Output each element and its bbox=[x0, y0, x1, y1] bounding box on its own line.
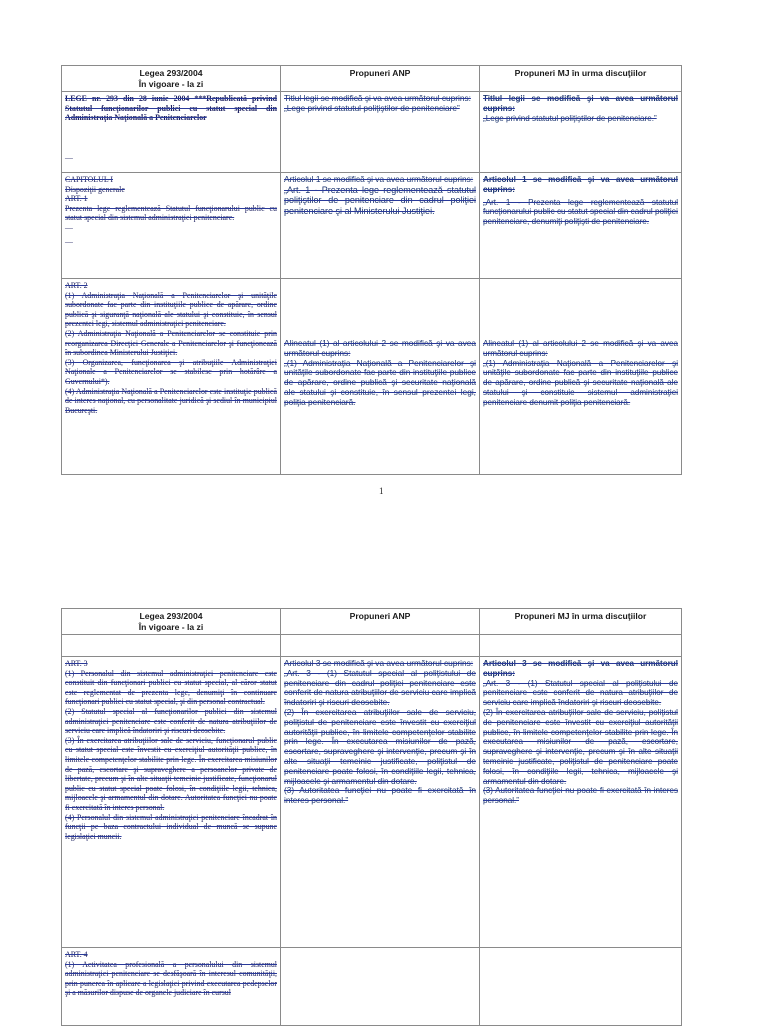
column-header-mj: Propuneri MJ în urma discuţiilor bbox=[480, 609, 682, 635]
mj-paragraph: (2) În exercitarea atribuţiilor sale de serviciu, poliţistul de penitenciare este învestit cu exerciţiul autorităţii publice, în limitele competenţelor stabilite prin lege. În executarea misiunilor de pază, escortare, supraveghere şi intervenţie, precum şi în alte situaţii temeinic justificate, poliţistul de penitenciare poate folosi, în condiţiile legii, tehnica, mijloacele şi armamentul din dotare. bbox=[483, 707, 678, 786]
law-article-number: ART. 1 bbox=[65, 194, 88, 204]
anp-text: „(1) Administraţia Naţională a Penitenciarelor şi unităţile subordonate fac parte din instituţiile publice de apărare, ordine publică şi securitate naţională ale statului şi constituie, în sensul prezentei legi, poliţia penitenciară. bbox=[284, 357, 476, 407]
cell-law bbox=[62, 635, 281, 657]
cell-mj bbox=[480, 948, 682, 1026]
law-article-number: ART. 4 bbox=[65, 950, 88, 959]
column-header-anp: Propuneri ANP bbox=[281, 66, 480, 92]
law-paragraph: (3) Organizarea, funcţionarea şi atribuţiile Administraţiei Naţionale a Penitenciarelor se stabilesc prin hotărâre a Guvernului*). bbox=[65, 357, 277, 386]
cell-mj bbox=[480, 279, 682, 475]
law-paragraph: (2) Administraţia Naţională a Penitenciarelor se constituie prin reorganizarea Direcţiei Generale a Penitenciarelor şi funcţionează în subordinea Ministerului Justiţiei. bbox=[65, 328, 277, 358]
table-row bbox=[62, 92, 682, 173]
mj-intro: Articolul 1 se modifică şi va avea următorul cuprins: bbox=[483, 175, 678, 194]
cell-mj bbox=[480, 635, 682, 657]
column-header-law bbox=[62, 609, 281, 635]
law-dash: — bbox=[65, 236, 73, 246]
cell-law bbox=[62, 92, 281, 173]
column-header-law bbox=[62, 66, 281, 92]
table-header-row bbox=[62, 66, 682, 92]
law-title: LEGE nr. 293 din 28 iunie 2004 ***Republicată privind Statutul funcţionarilor publici cu statut special din Administraţia Naţională a Penitenciarelor bbox=[65, 94, 277, 123]
anp-paragraph: (3) Autoritatea funcţiei nu poate fi exercitată în interes personal.” bbox=[284, 785, 476, 806]
column-header-law-line2: În vigoare - la zi bbox=[138, 621, 204, 632]
anp-paragraph: (2) În exercitarea atribuţiilor sale de serviciu, poliţistul de penitenciare este învestit cu exerciţiul autorităţii publice, în limitele competenţelor stabilite prin lege. În executarea misiunilor de pază, escortare, supraveghere şi intervenţie, precum şi în alte situaţii temeinic justificate, poliţistul de penitenciare poate folosi, în condiţiile legii, tehnica, mijloacele şi armamentul din dotare. bbox=[284, 706, 476, 786]
comparison-table-page-1 bbox=[61, 65, 682, 475]
anp-intro: Articolul 3 se modifică şi va avea următorul cuprins: bbox=[284, 658, 474, 668]
cell-anp bbox=[281, 948, 480, 1026]
empty-row bbox=[62, 635, 682, 657]
column-header-law-line1: Legea 293/2004 bbox=[139, 611, 203, 621]
page-number: 1 bbox=[379, 486, 384, 496]
cell-law bbox=[62, 279, 281, 475]
mj-intro: Titlul legii se modifică şi va avea următorul cuprins: bbox=[483, 94, 678, 113]
law-paragraph: (2) Statutul special al funcţionarilor publici din sistemul administraţiei penitenciare este conferit de natura atribuţiilor de serviciu care implică îndatoriri şi riscuri deosebite. bbox=[65, 706, 277, 736]
comparison-table-page-2 bbox=[61, 608, 682, 1026]
mj-text: „Art. 1 - Prezenta lege reglementează statutul funcţionarului public cu statut special din cadrul poliţiei penitenciare, denumiţi poliţişti de penitenciare. bbox=[483, 197, 678, 227]
column-header-mj: Propuneri MJ în urma discuţiilor bbox=[480, 66, 682, 92]
law-paragraph: (1) Personalul din sistemul administraţiei penitenciare este constituit din funcţionari publici cu statut special, al căror statut este reglementat de prezenta lege, denumiţi în continuare funcţionari publici cu statut special, şi din personal contractual. bbox=[65, 668, 277, 707]
law-dash: — bbox=[65, 152, 73, 162]
cell-law bbox=[62, 657, 281, 948]
law-paragraph: (1) Activitatea profesională a personalului din sistemul administraţiei penitenciare se desfăşoară în interesul comunităţii, prin punerea în aplicare a legislaţiei privind executarea pedepselor şi a măsurilor dispuse de organele judiciare în cursul bbox=[65, 959, 277, 998]
anp-text: „Art. 1 - Prezenta lege reglementează statutul poliţiştilor de penitenciare din cadrul poliţiei penitenciare şi al Ministerului Justiţiei. bbox=[284, 184, 476, 216]
anp-intro: Alineatul (1) al articolului 2 se modifică şi va avea următorul cuprins: bbox=[284, 338, 476, 358]
law-article-text: Prezenta lege reglementează Statutul funcţionarului public cu statut special din sistemul administraţiei penitenciare. bbox=[65, 203, 277, 223]
cell-mj bbox=[480, 657, 682, 948]
mj-paragraph: (3) Autoritatea funcţiei nu poate fi exercitată în interes personal.” bbox=[483, 786, 678, 806]
table-row bbox=[62, 279, 682, 475]
table-header-row bbox=[62, 609, 682, 635]
cell-anp bbox=[281, 279, 480, 475]
table-row bbox=[62, 948, 682, 1026]
mj-intro: Articolul 3 se modifică şi va avea următorul cuprins: bbox=[483, 659, 678, 678]
anp-text: „Lege privind statutul poliţiştilor de penitenciare” bbox=[284, 102, 460, 113]
law-paragraph: (4) Administraţia Naţională a Penitenciarelor este instituţie publică de interes naţional, cu personalitate juridică şi sediul în municipiul Bucureşti. bbox=[65, 386, 277, 415]
law-paragraph: (3) În exercitarea atribuţiilor sale de serviciu, funcţionarul public cu statut special este învestit cu exerciţiul autorităţii publice, în limitele competenţelor stabilite prin lege. În exercitarea misiunilor de pază, escortare şi supraveghere a persoanelor private de libertate, precum şi în alte situaţii temeinic justificate, funcţionarul public cu statut special poate folosi, în condiţiile legii, tehnica, mijloacele şi armamentul din dotare. Autoritatea funcţiei nu poate fi exercitată în interes personal. bbox=[65, 735, 277, 812]
cell-anp bbox=[281, 173, 480, 279]
table-row bbox=[62, 657, 682, 948]
mj-paragraph: „Art. 3 - (1) Statutul special al poliţistului de penitenciare este conferit de natura atribuţiilor de serviciu care implică îndatoriri şi riscuri deosebite. bbox=[483, 678, 678, 708]
cell-anp bbox=[281, 635, 480, 657]
law-chapter-title: Dispoziţii generale bbox=[65, 184, 125, 194]
law-paragraph: (1) Administraţia Naţională a Penitenciarelor şi unităţile subordonate fac parte din instituţiile publice de apărare, ordine publică şi siguranţă naţională ale statului şi constituie, în sensul prezentei legi, sistemul administraţiei penitenciare. bbox=[65, 290, 277, 329]
anp-paragraph: „Art. 3 - (1) Statutul special al poliţistului de penitenciare din cadrul poliţiei penitenciare este conferit de natura atribuţiilor de serviciu care implică îndatoriri şi riscuri deosebite. bbox=[284, 667, 476, 708]
column-header-anp: Propuneri ANP bbox=[281, 609, 480, 635]
law-article-number: ART. 3 bbox=[65, 659, 88, 668]
cell-mj bbox=[480, 173, 682, 279]
cell-anp bbox=[281, 92, 480, 173]
cell-law bbox=[62, 173, 281, 279]
law-chapter: CAPITOLUL I bbox=[65, 175, 113, 184]
mj-text: „(1) Administraţia Naţională a Penitenciarelor şi unităţile subordonate fac parte din instituţiile publice de apărare, ordine publică şi securitate naţională ale statului şi constituie sistemul administraţiei penitenciare denumit poliţia penitenciară. bbox=[483, 358, 678, 407]
law-paragraph: (4) Personalul din sistemul administraţiei penitenciare încadrat în funcţii pe baza contractului individual de muncă se supune legislaţiei muncii. bbox=[65, 812, 277, 841]
document-page-2 bbox=[0, 520, 768, 1024]
anp-intro: Articolul 1 se modifică şi va avea următorul cuprins: bbox=[284, 174, 474, 184]
mj-text: „Lege privind statutul poliţiştilor de penitenciare.” bbox=[483, 113, 657, 123]
anp-intro: Titlul legii se modifică şi va avea următorul cuprins: bbox=[284, 93, 471, 103]
law-dash: — bbox=[65, 222, 73, 232]
column-header-law-line1: Legea 293/2004 bbox=[139, 68, 203, 78]
cell-anp bbox=[281, 657, 480, 948]
cell-law bbox=[62, 948, 281, 1026]
mj-intro: Alineatul (1) al articolului 2 se modifică şi va avea următorul cuprins: bbox=[483, 339, 678, 358]
column-header-law-line2: În vigoare - la zi bbox=[138, 78, 204, 89]
cell-mj bbox=[480, 92, 682, 173]
law-article-number: ART. 2 bbox=[65, 281, 88, 290]
table-row bbox=[62, 173, 682, 279]
